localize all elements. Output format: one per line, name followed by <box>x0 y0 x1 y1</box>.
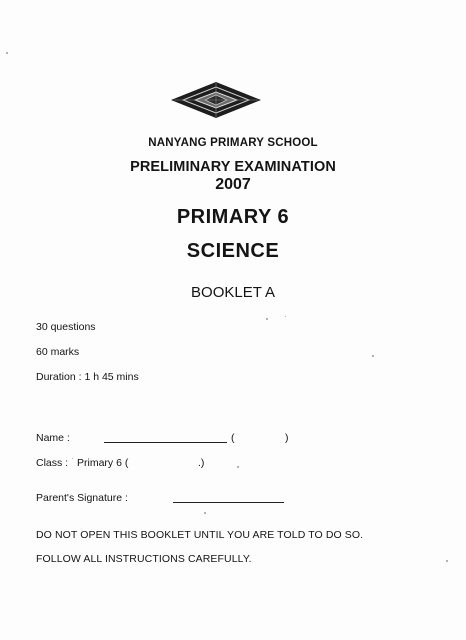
name-close-paren: ) <box>285 432 289 444</box>
class-label: Class : <box>36 457 69 469</box>
booklet-label: BOOKLET A <box>191 284 275 301</box>
question-count: 30 questions <box>36 321 96 333</box>
class-value: Primary 6 ( <box>77 457 129 469</box>
exam-title: PRELIMINARY EXAMINATION <box>130 159 336 175</box>
school-logo-icon <box>171 80 261 120</box>
scan-speck <box>446 560 448 562</box>
name-label: Name : <box>36 432 70 444</box>
name-open-paren: ( <box>231 432 235 444</box>
scan-speck <box>237 466 239 468</box>
instruction-line-1: DO NOT OPEN THIS BOOKLET UNTIL YOU ARE TOLD TO DO SO. <box>36 529 364 541</box>
total-marks: 60 marks <box>36 346 80 358</box>
subject-title: SCIENCE <box>186 240 280 262</box>
name-field-line[interactable] <box>104 442 227 443</box>
scan-speck <box>204 512 206 514</box>
scan-speck <box>266 318 268 320</box>
class-close-paren: .) <box>198 457 205 469</box>
level-title: PRIMARY 6 <box>176 206 290 228</box>
instruction-line-2: FOLLOW ALL INSTRUCTIONS CAREFULLY. <box>36 553 252 565</box>
exam-duration: Duration : 1 h 45 mins <box>36 371 139 383</box>
scan-speck <box>372 355 374 357</box>
signature-label: Parent's Signature : <box>36 492 128 504</box>
scan-speck <box>72 458 73 459</box>
scan-speck <box>285 316 286 317</box>
scan-speck <box>6 52 8 54</box>
school-name: NANYANG PRIMARY SCHOOL <box>148 137 318 149</box>
signature-field-line[interactable] <box>173 502 284 503</box>
exam-year: 2007 <box>215 176 251 193</box>
